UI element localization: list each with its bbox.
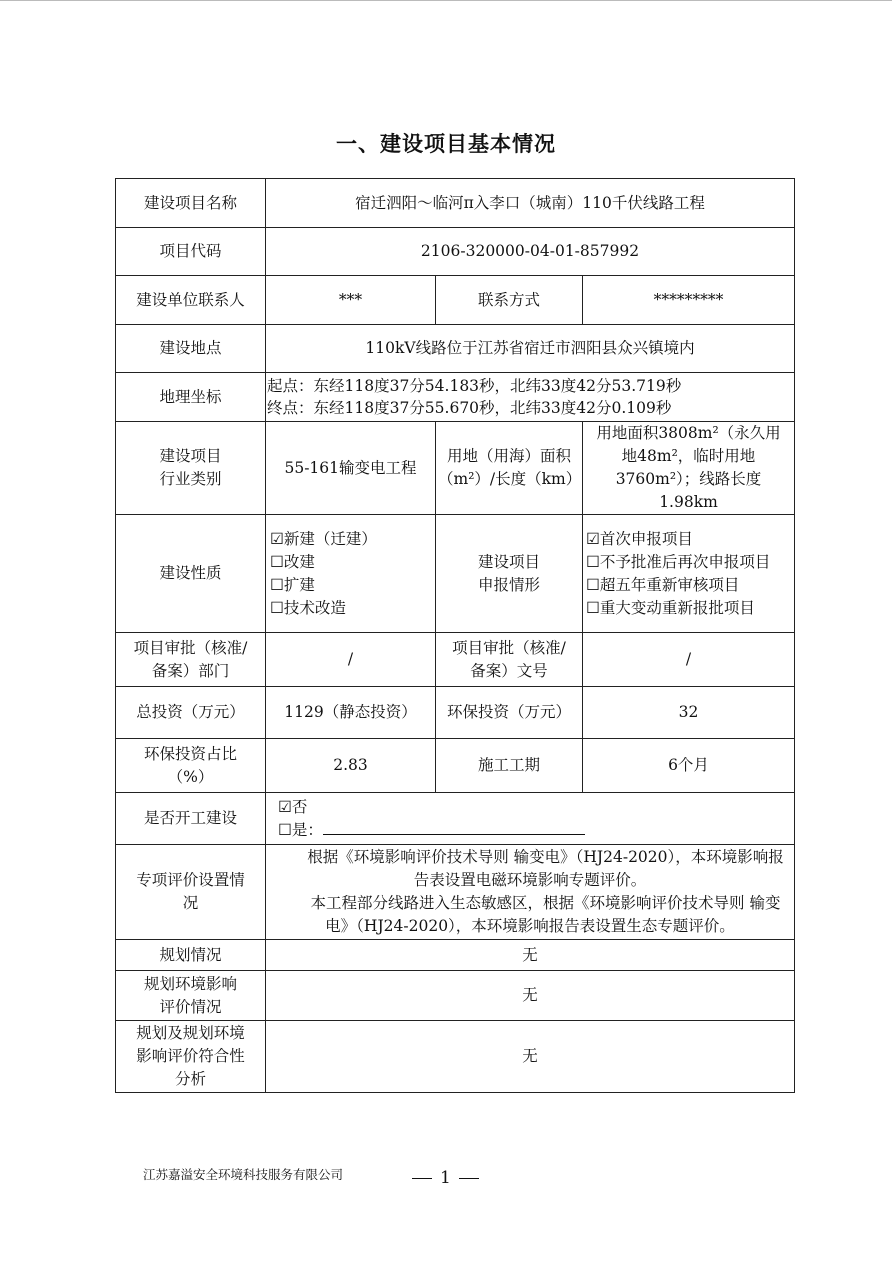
approval-number-label-line1: 项目审批（核准/ bbox=[452, 638, 566, 657]
env-investment-label: 环保投资（万元） bbox=[436, 687, 583, 739]
land-area-value-line1: 用地面积3808m²（永久用 bbox=[596, 424, 781, 442]
approval-department-value: / bbox=[266, 633, 436, 687]
checkbox-redeclaration: ☐不予批准后再次申报项目 bbox=[586, 552, 771, 571]
land-area-value-line2: 地48m²，临时用地 bbox=[621, 447, 756, 465]
row-investment bbox=[116, 687, 795, 739]
total-investment-label: 总投资（万元） bbox=[116, 687, 266, 739]
env-ratio-value: 2.83 bbox=[266, 739, 436, 793]
page-number bbox=[404, 1168, 487, 1188]
planning-eia-label bbox=[116, 971, 266, 1021]
coordinates-value bbox=[266, 373, 795, 422]
page-number-dash-right bbox=[459, 1178, 479, 1179]
checkbox-five-year-review: ☐超五年重新审核项目 bbox=[586, 575, 740, 594]
conformity-label-line3: 分析 bbox=[174, 1070, 206, 1088]
approval-number-label-line2: 备案）文号 bbox=[470, 661, 548, 680]
started-label: 是否开工建设 bbox=[116, 793, 266, 845]
land-area-value-line3: 3760m²）；线路长度 bbox=[615, 470, 762, 488]
checkbox-not-started: ☑否 bbox=[278, 797, 308, 816]
checkbox-rebuild: ☐改建 bbox=[270, 552, 315, 571]
checkbox-first-declaration: ☑首次申报项目 bbox=[586, 529, 693, 548]
page-number-value: 1 bbox=[440, 1168, 451, 1188]
planning-eia-label-line2: 评价情况 bbox=[159, 997, 222, 1016]
row-nature bbox=[116, 515, 795, 633]
planning-value: 无 bbox=[266, 940, 795, 971]
approval-department-label-line1: 项目审批（核准/ bbox=[133, 638, 248, 657]
checkbox-expand: ☐扩建 bbox=[270, 575, 315, 594]
contact-method-label: 联系方式 bbox=[436, 276, 583, 325]
row-ratio bbox=[116, 739, 795, 793]
footer-company: 江苏嘉溢安全环境科技服务有限公司 bbox=[143, 1167, 344, 1182]
total-investment-value: 1129（静态投资） bbox=[266, 687, 436, 739]
construction-period-value: 6个月 bbox=[583, 739, 795, 793]
industry-value: 55-161输变电工程 bbox=[266, 422, 436, 515]
land-area-label-line1: 用地（用海）面积 bbox=[446, 447, 571, 465]
coordinates-label: 地理坐标 bbox=[116, 373, 266, 422]
checkbox-started-label: ☐是： bbox=[278, 820, 323, 839]
env-ratio-label-line1: 环保投资占比 bbox=[143, 744, 237, 763]
declaration-label-line2: 申报情形 bbox=[477, 575, 540, 594]
row-coordinates bbox=[116, 373, 795, 422]
checkbox-major-change: ☐重大变动重新报批项目 bbox=[586, 598, 755, 617]
row-planning-eia bbox=[116, 971, 795, 1021]
declaration-label-line1: 建设项目 bbox=[477, 552, 540, 571]
conformity-label-line2: 影响评价符合性 bbox=[136, 1047, 245, 1065]
special-evaluation-para2: 本工程部分线路进入生态敏感区，根据《环境影响评价技术导则 输变电》（HJ24-2020），本环境影响报告表设置生态专题评价。 bbox=[310, 894, 781, 935]
land-area-value bbox=[583, 422, 795, 515]
row-started bbox=[116, 793, 795, 845]
approval-number-value: / bbox=[583, 633, 795, 687]
conformity-label bbox=[116, 1021, 266, 1093]
location-value: 110kV线路位于江苏省宿迁市泗阳县众兴镇境内 bbox=[266, 325, 795, 373]
started-blank-line bbox=[323, 819, 585, 835]
project-name-label: 建设项目名称 bbox=[116, 179, 266, 228]
checkbox-tech-upgrade: ☐技术改造 bbox=[270, 598, 346, 617]
declaration-label bbox=[436, 515, 583, 633]
industry-label-line2: 行业类别 bbox=[159, 470, 222, 488]
env-investment-value: 32 bbox=[583, 687, 795, 739]
contact-person-value: *** bbox=[266, 276, 436, 325]
land-area-label-line2: （m²）/长度（km） bbox=[438, 470, 582, 488]
project-info-table bbox=[115, 178, 795, 1093]
conformity-value: 无 bbox=[266, 1021, 795, 1093]
land-area-label bbox=[436, 422, 583, 515]
started-options bbox=[266, 793, 795, 845]
checkbox-new-build: ☑新建（迁建） bbox=[270, 529, 377, 548]
env-ratio-label-line2: （%） bbox=[167, 767, 214, 786]
industry-label-line1: 建设项目 bbox=[159, 447, 222, 465]
approval-department-label bbox=[116, 633, 266, 687]
land-area-value-line4: 1.98km bbox=[659, 493, 718, 511]
declaration-options bbox=[583, 515, 795, 633]
project-name-value: 宿迁泗阳～临河π入李口（城南）110千伏线路工程 bbox=[266, 179, 795, 228]
row-industry bbox=[116, 422, 795, 515]
conformity-label-line1: 规划及规划环境 bbox=[136, 1024, 245, 1042]
approval-department-label-line2: 备案）部门 bbox=[151, 661, 230, 680]
planning-eia-label-line1: 规划环境影响 bbox=[143, 974, 237, 993]
checkbox-started bbox=[278, 819, 790, 842]
contact-person-label: 建设单位联系人 bbox=[116, 276, 266, 325]
planning-label: 规划情况 bbox=[116, 940, 266, 971]
row-approval bbox=[116, 633, 795, 687]
project-code-label: 项目代码 bbox=[116, 228, 266, 276]
special-evaluation-label-line2: 况 bbox=[182, 894, 199, 912]
page-title: 一、建设项目基本情况 bbox=[336, 132, 556, 156]
nature-label: 建设性质 bbox=[116, 515, 266, 633]
row-project-name bbox=[116, 179, 795, 228]
special-evaluation-value bbox=[266, 845, 795, 940]
row-project-code bbox=[116, 228, 795, 276]
page-number-dash-left bbox=[412, 1178, 432, 1179]
env-ratio-label bbox=[116, 739, 266, 793]
project-code-value: 2106-320000-04-01-857992 bbox=[266, 228, 795, 276]
row-contact bbox=[116, 276, 795, 325]
row-special-evaluation bbox=[116, 845, 795, 940]
industry-label bbox=[116, 422, 266, 515]
approval-number-label bbox=[436, 633, 583, 687]
special-evaluation-label bbox=[116, 845, 266, 940]
special-evaluation-para1: 根据《环境影响评价技术导则 输变电》（HJ24-2020），本环境影响报告表设置电磁环境影响专题评价。 bbox=[307, 848, 784, 889]
planning-eia-value: 无 bbox=[266, 971, 795, 1021]
contact-method-value: ********* bbox=[583, 276, 795, 325]
location-label: 建设地点 bbox=[116, 325, 266, 373]
end-coordinate: 终点：东经118度37分55.670秒，北纬33度42分0.109秒 bbox=[267, 399, 672, 417]
start-coordinate: 起点：东经118度37分54.183秒，北纬33度42分53.719秒 bbox=[267, 377, 682, 395]
top-border-line bbox=[0, 0, 892, 1]
row-planning bbox=[116, 940, 795, 971]
row-location bbox=[116, 325, 795, 373]
construction-period-label: 施工工期 bbox=[436, 739, 583, 793]
nature-options bbox=[266, 515, 436, 633]
special-evaluation-label-line1: 专项评价设置情 bbox=[136, 871, 245, 889]
row-conformity bbox=[116, 1021, 795, 1093]
